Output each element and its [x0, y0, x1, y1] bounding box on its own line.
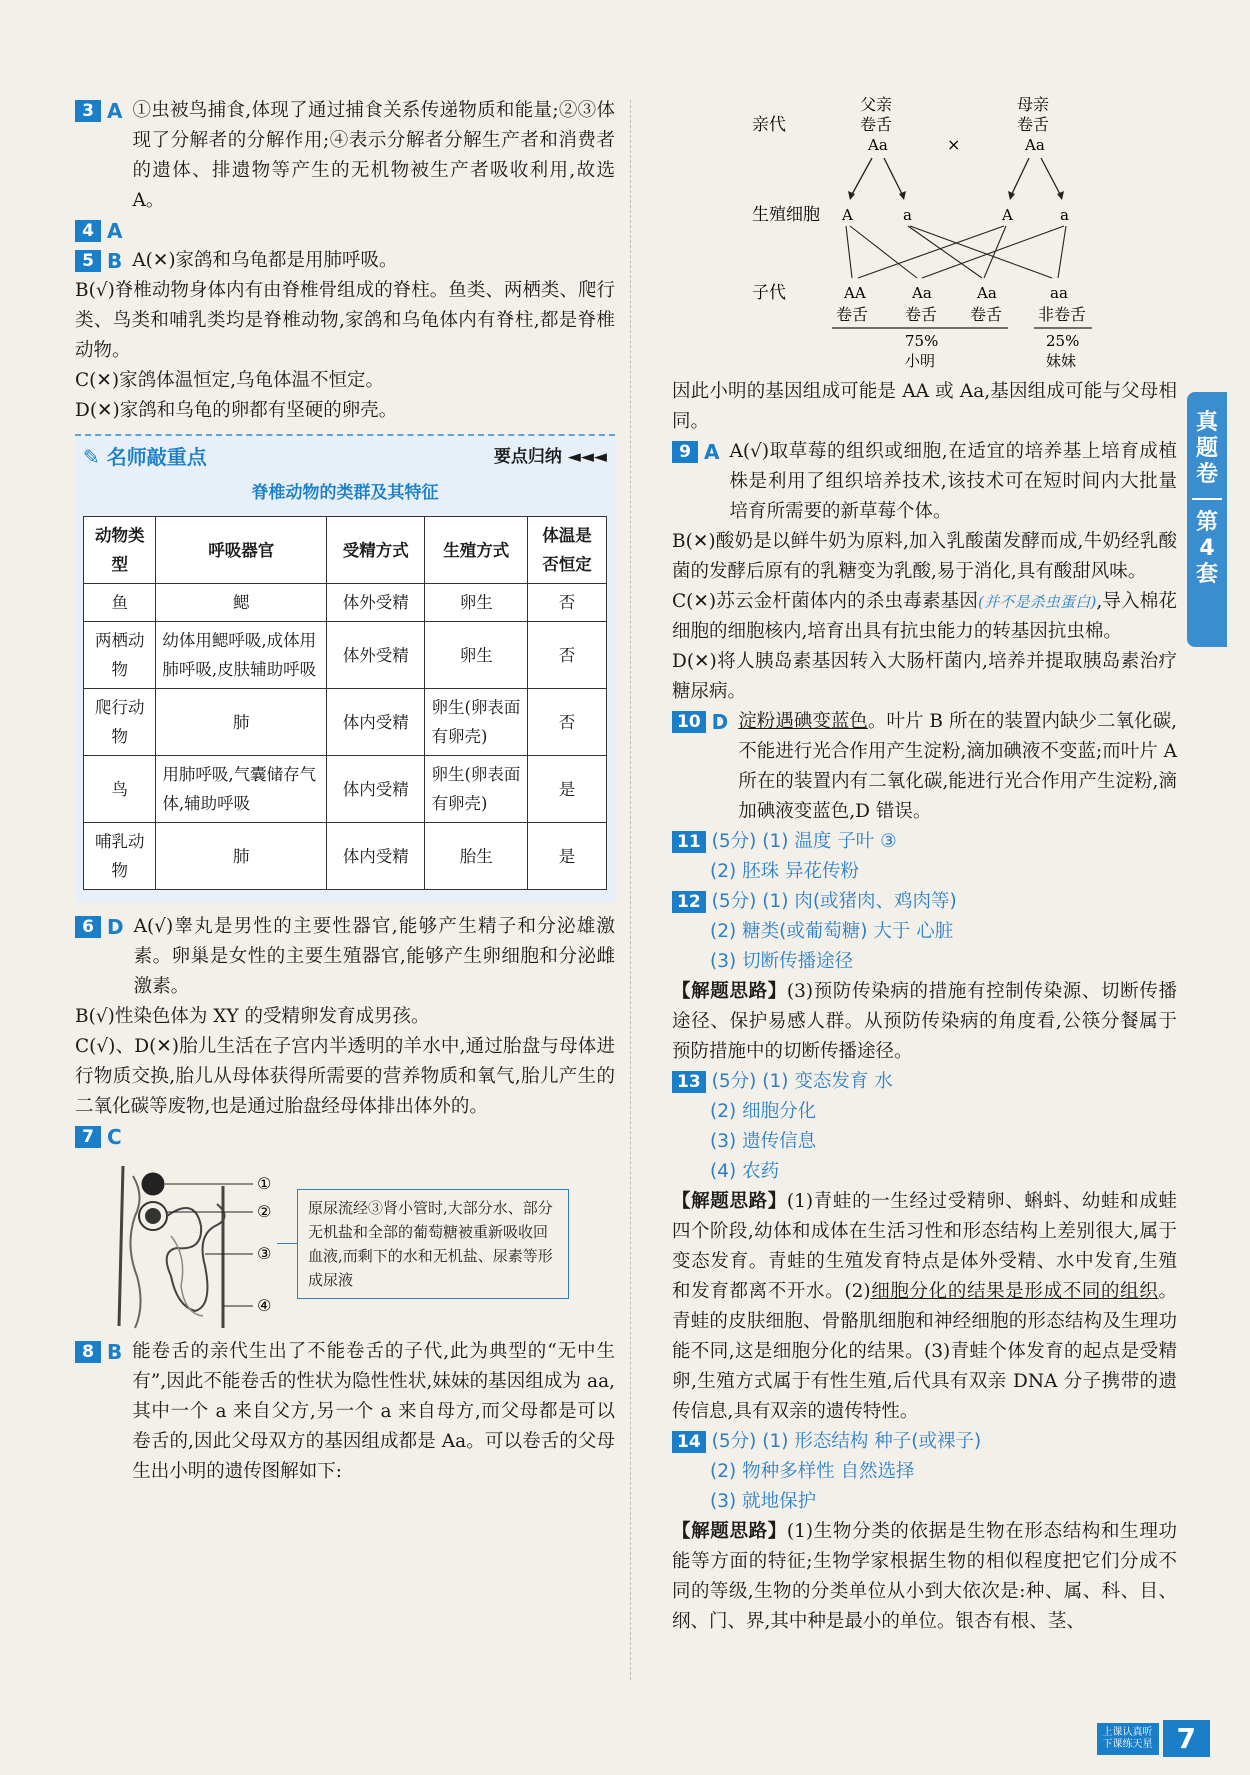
pct-non-name: 妹妹 [1046, 352, 1077, 370]
key-points-box [75, 434, 615, 902]
table-row [84, 756, 607, 823]
box-title: ✎ 名师敲重点 [83, 445, 207, 469]
label-4: ④ [257, 1296, 272, 1315]
answer-letter: B [107, 1340, 123, 1364]
header-cell: 受精方式 [327, 517, 425, 584]
question-10 [672, 707, 1177, 827]
question-number: 4 [75, 220, 101, 242]
table-cell: 爬行动物 [84, 689, 156, 756]
child-trait-1: 卷舌 [836, 305, 869, 324]
table-row [84, 689, 607, 756]
question-number: 3 [75, 100, 101, 122]
father-genotype: Aa [868, 136, 888, 154]
header-cell: 体温是否恒定 [528, 517, 607, 584]
table-cell: 否 [528, 622, 607, 689]
option-c: C(✕)家鸽体温恒定,乌龟体温不恒定。 [75, 370, 384, 391]
table-cell: 鱼 [84, 584, 156, 622]
table-cell: 卵生 [425, 622, 528, 689]
question-7 [75, 1122, 615, 1331]
answer-letter: D [107, 915, 124, 939]
gamete-a-mother: a [1060, 206, 1069, 224]
nephron-diagram [105, 1156, 285, 1331]
option-c: C(✕)苏云金杆菌体内的杀虫毒素基因(并不是杀虫蛋白),导入棉花细胞的细胞核内,培育出具有抗虫能力的转基因抗虫棉。 [672, 591, 1177, 642]
question-13 [672, 1067, 1177, 1427]
gamete-A-mother: A [1002, 206, 1013, 224]
option-b: B(√)脊椎动物身体内有由脊椎骨组成的脊柱。鱼类、两栖类、爬行类、鸟类和哺乳类均是脊椎动物,家鸽和乌龟体内有脊柱,都是脊椎动物。 [75, 280, 615, 361]
right-column [672, 96, 1177, 1637]
question-number: 5 [75, 250, 101, 272]
child-genotype-2: Aa [912, 284, 932, 302]
question-number: 8 [75, 1341, 101, 1363]
mother-genotype: Aa [1025, 136, 1045, 154]
gamete-A-father: A [842, 206, 853, 224]
row-label-parent: 亲代 [752, 115, 786, 135]
question-11 [672, 827, 1177, 887]
underlined-key: 淀粉遇碘变蓝色 [738, 711, 868, 732]
table-cell: 卵生(卵表面有卵壳) [425, 689, 528, 756]
table-cell: 体外受精 [327, 584, 425, 622]
question-5 [75, 246, 615, 426]
answer-line: (2) 物种多样性 自然选择 [710, 1461, 915, 1482]
explanation: 能卷舌的亲代生出了不能卷舌的子代,此为典型的“无中生有”,因此不能卷舌的性状为隐性性状,妹妹的基因组成为 aa,其中一个 a 来自父方,另一个 a 来自母方,而父母都是可以卷舌的,因此父母双方的基因组成都是 Aa。可以卷舌的父母生出小明的遗传图解如下: [132, 1341, 615, 1482]
header-cell: 动物类型 [84, 517, 156, 584]
side-tab-set: 第4套 [1195, 510, 1218, 587]
parent-arrows [850, 158, 1062, 198]
nephron-figure [105, 1156, 615, 1331]
table-cell: 胎生 [425, 823, 528, 890]
label-3: ③ [257, 1244, 272, 1263]
answer-line: (3) 遗传信息 [710, 1131, 817, 1152]
answer-line: (5分) (1) 肉(或猪肉、鸡肉等) [711, 891, 957, 912]
label-1: ① [257, 1174, 272, 1193]
option-c-note: (并不是杀虫蛋白) [978, 593, 1097, 611]
question-number: 9 [672, 441, 698, 463]
table-row [84, 584, 607, 622]
table-cell: 是 [528, 756, 607, 823]
question-12 [672, 887, 1177, 1067]
table-cell: 鳃 [156, 584, 327, 622]
table-cell: 肺 [156, 823, 327, 890]
table-row [84, 622, 607, 689]
table-cell: 哺乳动物 [84, 823, 156, 890]
father-trait: 卷舌 [860, 115, 893, 134]
answer-line: (5分) (1) 温度 子叶 ③ [711, 831, 897, 852]
table-cell: 幼体用鳃呼吸,成体用肺呼吸,皮肤辅助呼吸 [156, 622, 327, 689]
row-label-gamete: 生殖细胞 [752, 205, 820, 225]
child-genotype-3: Aa [977, 284, 997, 302]
question-3 [75, 96, 615, 216]
option-b: B(√)性染色体为 XY 的受精卵发育成男孩。 [75, 1006, 430, 1027]
page-number: 7 [1163, 1720, 1210, 1757]
question-number: 14 [672, 1431, 706, 1453]
table-cell: 体内受精 [327, 823, 425, 890]
child-trait-3: 卷舌 [970, 305, 1003, 324]
box-tag: 要点归纳 ◄◄◄ [493, 447, 607, 467]
question-4 [75, 216, 615, 246]
table-cell: 卵生 [425, 584, 528, 622]
table-cell: 用肺呼吸,气囊储存气体,辅助呼吸 [156, 756, 327, 823]
question-number: 6 [75, 916, 101, 938]
option-a: A(√)取草莓的组织或细胞,在适宜的培养基上培育成植株是利用了组织培养技术,该技术可在短时间内大批量培育所需要的新草莓个体。 [729, 441, 1177, 522]
q8-continuation: 因此小明的基因组成可能是 AA 或 Aa,基因组成可能与父母相同。 [672, 381, 1177, 432]
answer-line: (5分) (1) 形态结构 种子(或裸子) [711, 1431, 982, 1452]
pct-roll: 75% [905, 332, 939, 350]
question-number: 13 [672, 1071, 706, 1093]
table-header-row [84, 517, 607, 584]
header-cell: 生殖方式 [425, 517, 528, 584]
answer-letter: A [704, 440, 720, 464]
child-genotype-4: aa [1050, 284, 1068, 302]
connector-line [277, 1243, 297, 1244]
column-divider [630, 100, 631, 1680]
lightbulb-icon: ✎ [83, 445, 107, 469]
table-cell: 体内受精 [327, 689, 425, 756]
row-label-child: 子代 [752, 283, 786, 303]
child-trait-4: 非卷舌 [1038, 305, 1087, 324]
nephron-note: 原尿流经③肾小管时,大部分水、部分无机盐和全部的葡萄糖被重新吸收回血液,而剩下的水和无机盐、尿素等形成尿液 [297, 1189, 569, 1299]
page-footer [1097, 1720, 1210, 1757]
pct-roll-name: 小明 [905, 352, 936, 370]
question-8 [75, 1337, 615, 1487]
explanation: ①虫被鸟捕食,体现了通过捕食关系传递物质和能量;②③体现了分解者的分解作用;④表示分解者分解生产者和消费者的遗体、排遗物等产生的无机物被生产者吸收利用,故选 A。 [132, 100, 615, 211]
answer-line: (2) 细胞分化 [710, 1101, 817, 1122]
table-cell: 两栖动物 [84, 622, 156, 689]
question-14 [672, 1427, 1177, 1637]
left-column [75, 96, 615, 1487]
parent-arrowheads [848, 191, 1064, 200]
mother-trait: 卷舌 [1017, 115, 1050, 134]
table-cell: 卵生(卵表面有卵壳) [425, 756, 528, 823]
answer-line: (4) 农药 [710, 1161, 780, 1182]
option-b: B(✕)酸奶是以鲜牛奶为原料,加入乳酸菌发酵而成,牛奶经乳酸菌的发酵后原有的乳糖变为乳酸,易于消化,具有酸甜风味。 [672, 531, 1177, 582]
header-cell: 呼吸器官 [156, 517, 327, 584]
option-a: A(√)睾丸是男性的主要性器官,能够产生精子和分泌雄激素。卵巢是女性的主要生殖器官,能够产生卵细胞和分泌雌激素。 [133, 916, 615, 997]
table-title: 脊椎动物的类群及其特征 [251, 483, 439, 503]
answer-line: (3) 就地保护 [710, 1491, 817, 1512]
table-cell: 体外受精 [327, 622, 425, 689]
answer-letter: A [107, 99, 123, 123]
table-cell: 否 [528, 689, 607, 756]
answer-letter: D [711, 710, 729, 734]
table-cell: 鸟 [84, 756, 156, 823]
pct-non: 25% [1046, 332, 1080, 350]
table-cell: 体内受精 [327, 756, 425, 823]
option-d: D(✕)将人胰岛素基因转入大肠杆菌内,培养并提取胰岛素治疗糖尿病。 [672, 651, 1177, 702]
gamete-arrows [846, 226, 1066, 278]
answer-line: (2) 糖类(或葡萄糖) 大于 心脏 [710, 921, 954, 942]
solution-tip: 【解题思路】(1)青蛙的一生经过受精卵、蝌蚪、幼蛙和成蛙四个阶段,幼体和成体在生活习性和形态结构上差别很大,属于变态发育。青蛙的生殖发育特点是体外受精、水中发育,生殖和发育都离不开水。(2)细胞分化的结果是形成不同的组织。青蛙的皮肤细胞、骨骼肌细胞和神经细胞的形态结构及生理功能不同,这是细胞分化的结果。(3)青蛙个体发育的起点是受精卵,生殖方式属于有性生殖,后代具有双亲 DNA 分子携带的遗传信息,具有双亲的遗传特性。 [672, 1191, 1177, 1422]
side-tab-title: 真题卷 [1195, 410, 1218, 487]
option-a: A(✕)家鸽和乌龟都是用肺呼吸。 [132, 250, 398, 271]
solution-tip: 【解题思路】(1)生物分类的依据是生物在形态结构和生理功能等方面的特征;生物学家根据生物的相似程度把它们分成不同的等级,生物的分类单位从小到大依次是:种、属、科、目、纲、门、界,其中种是最小的单位。银杏有根、茎、 [672, 1521, 1177, 1632]
answer-letter: B [107, 249, 123, 273]
answer-line: (3) 切断传播途径 [710, 951, 854, 972]
gamete-a-father: a [903, 206, 912, 224]
explanation: 淀粉遇碘变蓝色。叶片 B 所在的装置内缺少二氧化碳,不能进行光合作用产生淀粉,滴加碘液不变蓝;而叶片 A 所在的装置内有二氧化碳,能进行光合作用产生淀粉,滴加碘液变蓝色,D 错误。 [738, 711, 1177, 822]
question-number: 11 [672, 831, 706, 853]
mother-label: 母亲 [1017, 95, 1050, 114]
child-trait-2: 卷舌 [905, 305, 938, 324]
child-genotype-1: AA [844, 284, 866, 302]
question-number: 7 [75, 1126, 101, 1148]
question-6 [75, 912, 615, 1122]
answer-line: (5分) (1) 变态发育 水 [711, 1071, 893, 1092]
footer-motto: 上课认真听 下课练天星 [1097, 1723, 1159, 1755]
vertebrate-table [83, 516, 607, 890]
question-9 [672, 437, 1177, 707]
option-d: D(✕)家鸽和乌龟的卵都有坚硬的卵壳。 [75, 400, 398, 421]
genetic-diagram [672, 88, 1177, 373]
father-label: 父亲 [860, 95, 893, 114]
table-cell: 是 [528, 823, 607, 890]
cross-symbol: × [947, 135, 961, 154]
question-number: 10 [672, 711, 706, 733]
table-cell: 肺 [156, 689, 327, 756]
answer-line: (2) 胚珠 异花传粉 [710, 861, 859, 882]
answer-letter: A [107, 219, 123, 243]
question-number: 12 [672, 891, 706, 913]
side-tab [1187, 392, 1227, 647]
solution-tip: 【解题思路】(3)预防传染病的措施有控制传染源、切断传播途径、保护易感人群。从预防传染病的角度看,公筷分餐属于预防措施中的切断传播途径。 [672, 981, 1177, 1062]
option-cd: C(√)、D(✕)胎儿生活在子宫内半透明的羊水中,通过胎盘与母体进行物质交换,胎儿从母体获得所需要的营养物质和氧气,胎儿产生的二氧化碳等废物,也是通过胎盘经母体排出体外的。 [75, 1036, 615, 1117]
table-cell: 否 [528, 584, 607, 622]
answer-letter: C [107, 1125, 122, 1149]
label-2: ② [257, 1202, 272, 1221]
table-row [84, 823, 607, 890]
